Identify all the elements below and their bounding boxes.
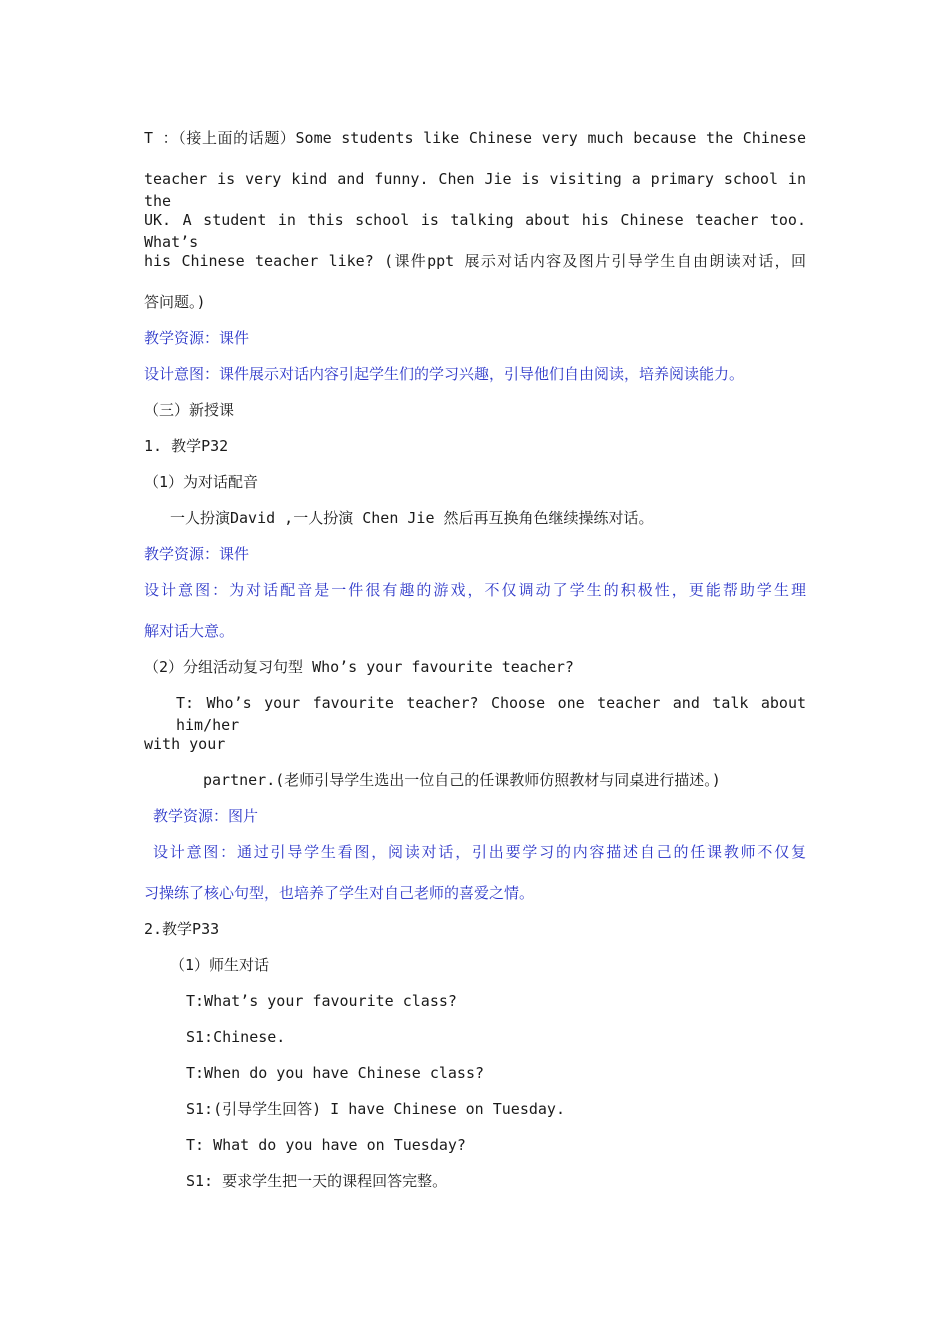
design-intent-3-line-2: 习操练了核心句型，也培养了学生对自己老师的喜爱之情。 (144, 884, 535, 902)
step1-title: 1. 教学P32 (144, 437, 229, 455)
intro-line-1: T ：（接上面的话题）Some students like Chinese very much because the Chinese (144, 129, 806, 147)
design-intent-2-line-2: 解对话大意。 (144, 622, 235, 640)
dialog-line: S1:Chinese. (186, 1028, 286, 1046)
step1-sub2-line-1: T: Who’s your favourite teacher? Choose one teacher and talk about him/her (176, 694, 806, 734)
dialog-line: T: What do you have on Tuesday? (186, 1136, 466, 1154)
intro-line-4: his Chinese teacher like? (课件ppt 展示对话内容及图片引导学生自由朗读对话，回 (144, 252, 806, 270)
dialog-line: S1:(引导学生回答) I have Chinese on Tuesday. (186, 1100, 565, 1118)
intro-line-3: UK. A student in this school is talking about his Chinese teacher too. What’s (144, 211, 806, 251)
step1-sub2-line-3: partner.(老师引导学生选出一位自己的任课教师仿照教材与同桌进行描述。) (203, 771, 721, 789)
step1-sub2-title: （2）分组活动复习句型 Who’s your favourite teacher? (144, 658, 574, 676)
design-intent-1: 设计意图：课件展示对话内容引起学生们的学习兴趣，引导他们自由阅读，培养阅读能力。 (144, 365, 745, 383)
step2-title: 2.教学P33 (144, 920, 220, 938)
intro-line-2: teacher is very kind and funny. Chen Jie is visiting a primary school in the (144, 170, 806, 210)
dialog-line: T:When do you have Chinese class? (186, 1064, 485, 1082)
step1-sub1-text: 一人扮演David ,一人扮演 Chen Jie 然后再互换角色继续操练对话。 (170, 509, 654, 527)
intro-line-5: 答问题。) (144, 293, 206, 311)
step2-sub1-title: （1）师生对话 (170, 956, 270, 974)
step1-sub2-line-2: with your (144, 735, 226, 753)
dialog-line: S1: 要求学生把一天的课程回答完整。 (186, 1172, 448, 1190)
teaching-resource-3: 教学资源：图片 (153, 807, 259, 825)
step1-sub1-title: （1）为对话配音 (144, 473, 259, 491)
design-intent-3-line-1: 设计意图：通过引导学生看图，阅读对话，引出要学习的内容描述自己的任课教师不仅复 (153, 843, 806, 861)
dialog-line: T:What’s your favourite class? (186, 992, 457, 1010)
teaching-resource-1: 教学资源：课件 (144, 329, 250, 347)
teaching-resource-2: 教学资源：课件 (144, 545, 250, 563)
design-intent-2-line-1: 设计意图：为对话配音是一件很有趣的游戏，不仅调动了学生的积极性，更能帮助学生理 (144, 581, 806, 599)
section-new-lesson: （三）新授课 (144, 401, 235, 419)
